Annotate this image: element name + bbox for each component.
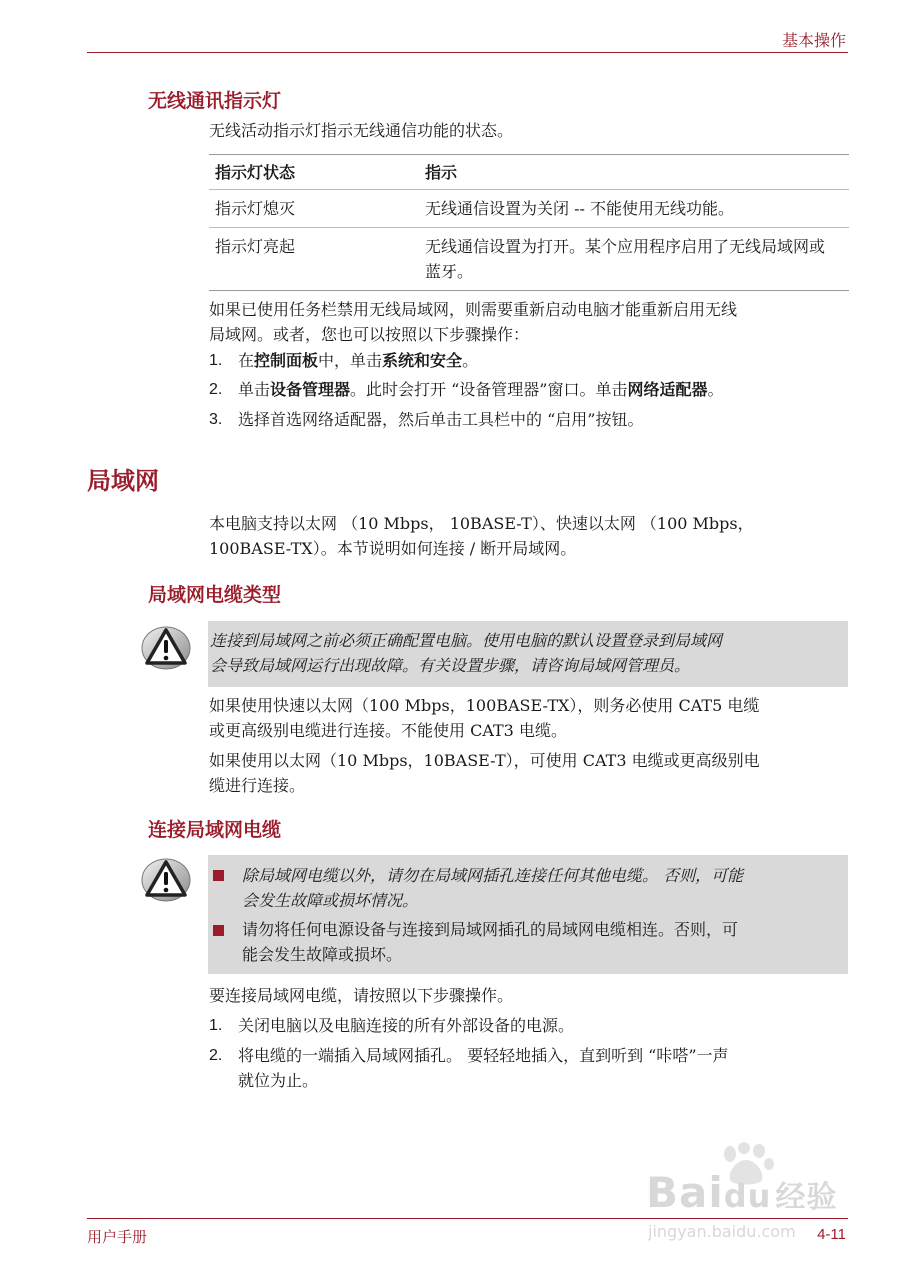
cable-types-heading: 局域网电缆类型 <box>148 584 282 606</box>
lan-intro <box>209 511 849 561</box>
warning-triangle-icon <box>140 623 192 671</box>
warning-triangle-icon <box>140 855 192 903</box>
lan-heading: 局域网 <box>87 467 159 495</box>
step-text: 选择首选网络适配器，然后单击工具栏中的 “启用”按钮。 <box>238 410 644 429</box>
paragraph-line: 如果已使用任务栏禁用无线局域网，则需要重新启动电脑才能重新启用无线 <box>209 300 738 319</box>
ui-term: 网络适配器 <box>627 380 708 399</box>
paragraph-line: 缆进行连接。 <box>209 776 306 795</box>
warning-item <box>242 863 743 913</box>
table-cell: 无线通信设置为关闭 -- 不能使用无线功能。 <box>419 190 849 228</box>
paragraph-line: 100BASE-TX）。本节说明如何连接 / 断开局域网。 <box>209 539 577 558</box>
connect-cable-heading: 连接局域网电缆 <box>148 819 282 841</box>
list-item <box>209 1013 849 1038</box>
page-number: 4-11 <box>817 1226 846 1243</box>
warning-line: 连接到局域网之前必须正确配置电脑。使用电脑的默认设置登录到局域网 <box>210 631 723 650</box>
connect-intro: 要连接局域网电缆，请按照以下步骤操作。 <box>209 986 514 1005</box>
step-text: 就位为止。 <box>238 1071 319 1090</box>
warning-line: 除局域网电缆以外，请勿在局域网插孔连接任何其他电缆。 否则，可能 <box>242 866 744 885</box>
wireless-paragraph <box>209 297 849 347</box>
wireless-steps <box>209 348 849 438</box>
connect-steps <box>209 1013 849 1093</box>
cable-paragraph <box>209 693 849 743</box>
step-number: 2. <box>209 381 223 398</box>
table-row <box>209 190 849 228</box>
list-item <box>209 1043 849 1093</box>
footer-manual-title: 用户手册 <box>87 1228 148 1246</box>
step-number: 2. <box>209 1047 223 1064</box>
warning-box <box>208 621 848 687</box>
warning-box <box>208 855 848 974</box>
list-item <box>209 348 849 373</box>
warning-line: 能会发生故障或损坏。 <box>242 945 403 964</box>
table-header-row <box>209 155 849 190</box>
step-text: 关闭电脑以及电脑连接的所有外部设备的电源。 <box>238 1016 575 1035</box>
table-row <box>209 228 849 291</box>
warning-line: 请勿将任何电源设备与连接到局域网插孔的局域网电缆相连。否则，可 <box>242 920 739 939</box>
ui-term: 系统和安全 <box>382 351 463 370</box>
square-bullet-icon <box>213 870 224 881</box>
warning-item <box>242 917 738 967</box>
wireless-intro: 无线活动指示灯指示无线通信功能的状态。 <box>209 121 514 140</box>
footer-rule <box>87 1218 848 1219</box>
watermark-logo: Baidu 经验 <box>646 1168 838 1217</box>
paragraph-line: 本电脑支持以太网 （10 Mbps， 10BASE-T）、快速以太网 （100 Mbps， <box>209 514 754 533</box>
ui-term: 设备管理器 <box>270 380 351 399</box>
running-header: 基本操作 <box>781 31 846 50</box>
table-header: 指示 <box>419 155 849 190</box>
table-cell: 指示灯亮起 <box>209 228 419 291</box>
step-text: 在控制面板中，单击系统和安全。 <box>238 351 479 370</box>
indicator-table <box>209 154 849 291</box>
table-cell: 无线通信设置为打开。某个应用程序启用了无线局域网或蓝牙。 <box>419 228 849 291</box>
step-text: 单击设备管理器。此时会打开 “设备管理器”窗口。单击网络适配器。 <box>238 380 724 399</box>
paragraph-line: 局域网。或者，您也可以按照以下步骤操作： <box>209 325 530 344</box>
list-item <box>209 377 849 402</box>
step-number: 1. <box>209 1017 223 1034</box>
wireless-indicator-heading: 无线通讯指示灯 <box>148 90 282 112</box>
watermark-url: jingyan.baidu.com <box>648 1222 796 1241</box>
step-number: 3. <box>209 411 223 428</box>
warning-text <box>210 628 722 678</box>
warning-line: 会导致局域网运行出现故障。有关设置步骤，请咨询局域网管理员。 <box>210 656 691 675</box>
paragraph-line: 或更高级别电缆进行连接。不能使用 CAT3 电缆。 <box>209 721 567 740</box>
header-rule <box>87 52 848 53</box>
ui-term: 控制面板 <box>254 351 319 370</box>
list-item <box>209 407 849 432</box>
square-bullet-icon <box>213 925 224 936</box>
table-cell: 指示灯熄灭 <box>209 190 419 228</box>
paragraph-line: 如果使用以太网（10 Mbps，10BASE-T），可使用 CAT3 电缆或更高级别电 <box>209 751 760 770</box>
step-number: 1. <box>209 352 223 369</box>
step-text: 将电缆的一端插入局域网插孔。 要轻轻地插入，直到听到 “咔嗒”一声 <box>238 1046 729 1065</box>
paragraph-line: 如果使用快速以太网（100 Mbps，100BASE-TX），则务必使用 CAT5 电缆 <box>209 696 760 715</box>
warning-line: 会发生故障或损坏情况。 <box>242 891 419 910</box>
table-header: 指示灯状态 <box>209 155 419 190</box>
cable-paragraph <box>209 748 849 798</box>
